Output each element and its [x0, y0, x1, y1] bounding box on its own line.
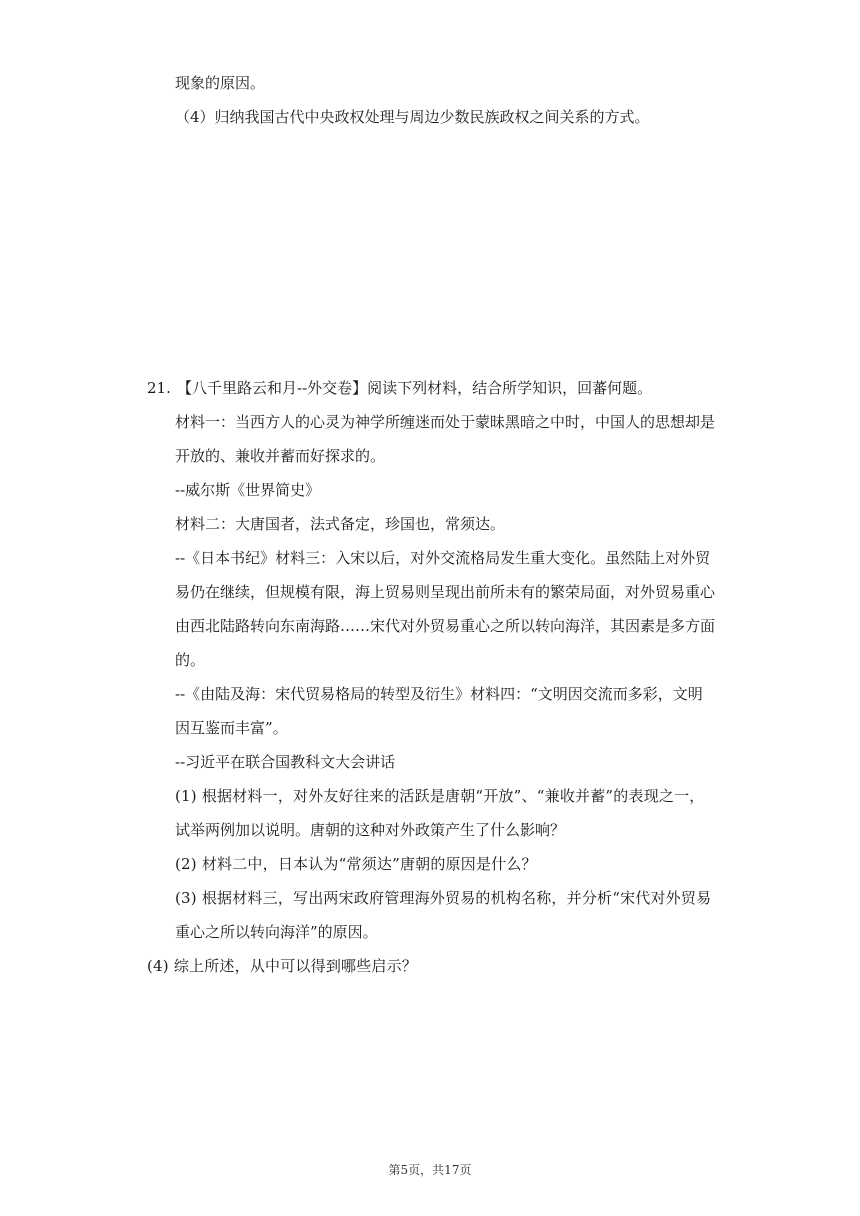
material-line: 开放的、兼收并蓄而好探求的。 [175, 447, 386, 465]
material-line: 材料一：当西方人的心灵为神学所缠迷而处于蒙昧黑暗之中时，中国人的思想却是 [175, 413, 716, 431]
sub-question-3-cont: 重心之所以转向海洋”的原因。 [175, 923, 378, 941]
material-line: 易仍在继续，但规模有限，海上贸易则呈现出前所未有的繁荣局面，对外贸易重心 [175, 583, 716, 601]
sub-question-4: (4) 综上所述，从中可以得到哪些启示？ [147, 957, 418, 975]
question-number: 21. [147, 379, 171, 397]
sub-question-1-cont: 试举两例加以说明。唐朝的这种对外政策产生了什么影响？ [175, 821, 566, 839]
sub-question-1: (1) 根据材料一，对外友好往来的活跃是唐朝“开放”、“兼收并蓄”的表现之一， [175, 787, 705, 805]
sub-question-2: (2) 材料二中，日本认为“常须达”唐朝的原因是什么？ [175, 855, 537, 873]
material-line: --《由陆及海：宋代贸易格局的转型及衍生》材料四：“文明因交流而多彩，文明 [175, 685, 703, 703]
prev-question-tail: 现象的原因。 [175, 74, 266, 92]
material-line: 因互鉴而丰富”。 [175, 719, 288, 737]
material-line: 材料二：大唐国者，法式备定，珍国也，常须达。 [175, 515, 506, 533]
material-line: 的。 [175, 651, 206, 669]
material-source: --习近平在联合国教科文大会讲话 [175, 753, 396, 771]
sub-question-3: (3) 根据材料三，写出两宋政府管理海外贸易的机构名称，并分析“宋代对外贸易 [175, 889, 712, 907]
page-footer: 第5页，共17页 [388, 1163, 472, 1177]
question-header: 【八千里路云和月--外交卷】阅读下列材料，结合所学知识，回蕃何题。 [177, 379, 653, 397]
material-line: 由西北陆路转向东南海路……宋代对外贸易重心之所以转向海洋，其因素是多方面 [175, 617, 716, 635]
prev-question-part-4: （4）归纳我国古代中央政权处理与周边少数民族政权之间关系的方式。 [175, 108, 650, 126]
material-line: --《日本书纪》材料三：入宋以后，对外交流格局发生重大变化。虽然陆上对外贸 [175, 549, 711, 567]
material-source: --威尔斯《世界简史》 [175, 481, 321, 499]
